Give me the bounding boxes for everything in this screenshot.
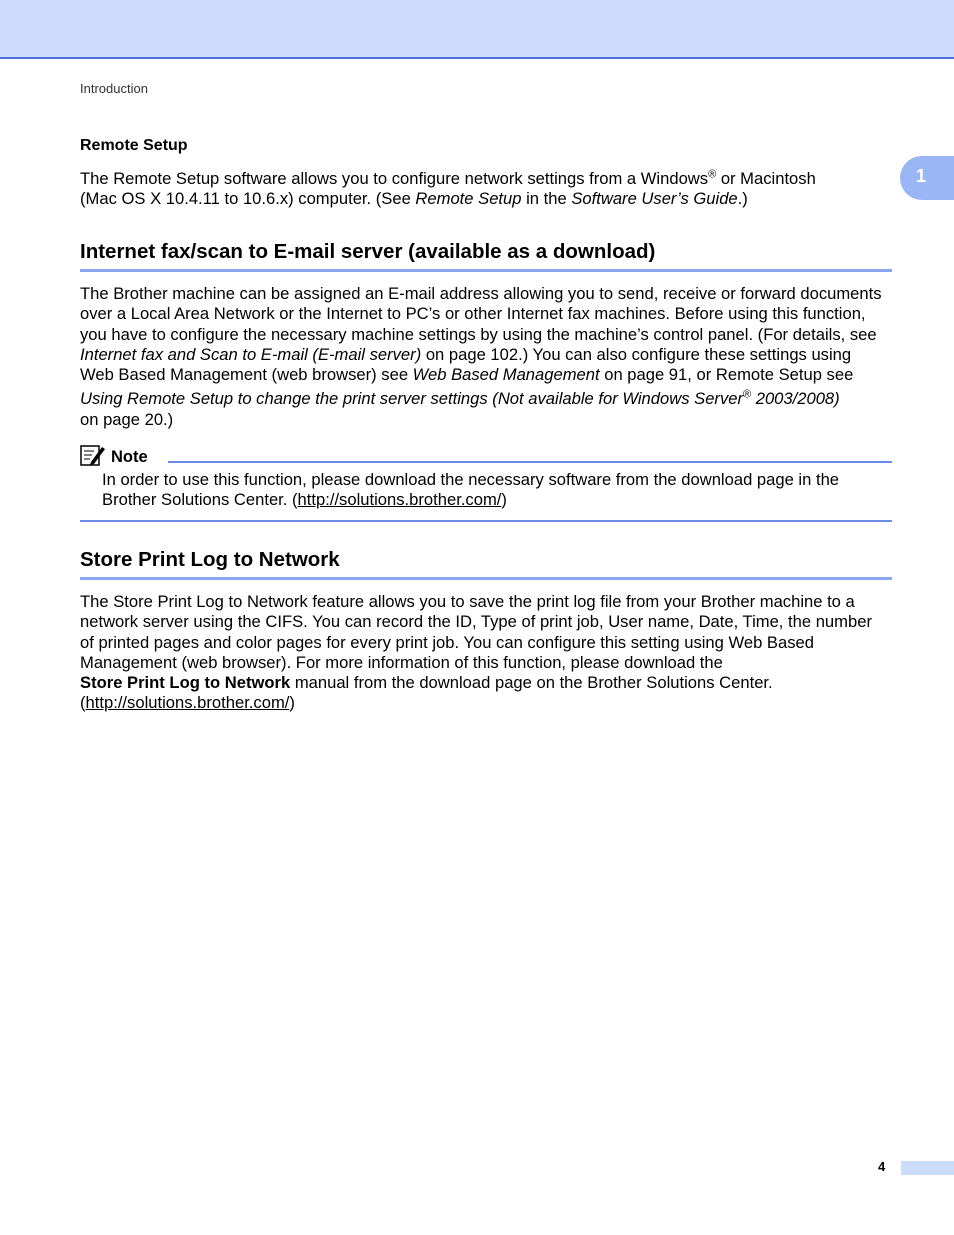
text-line: over a Local Area Network or the Internet to PC’s or other Internet fax machines. Before using this function, — [80, 304, 866, 324]
note-divider — [168, 461, 892, 463]
note-body — [102, 470, 892, 511]
text-line: network server using the CIFS. You can record the ID, Type of print job, User name, Date, Time, the number — [80, 612, 872, 632]
text-run: The Remote Setup software allows you to configure network settings from a Windows — [80, 169, 709, 188]
text-run: ( — [80, 693, 86, 713]
registered-mark: ® — [743, 388, 752, 401]
note-pencil-icon — [80, 443, 106, 467]
top-header-band — [0, 0, 954, 59]
text-line: The Brother machine can be assigned an E-mail address allowing you to send, receive or forward documents — [80, 284, 882, 303]
text-line: you have to configure the necessary machine settings by using the machine’s control panel. (For details, see — [80, 324, 877, 344]
text-run: manual from the download page on the Brother Solutions Center. — [290, 673, 773, 693]
solutions-center-link[interactable]: http://solutions.brother.com/ — [297, 490, 502, 510]
text-run: (Mac OS X 10.4.11 to 10.6.x) computer. (See — [80, 189, 416, 209]
cross-reference[interactable]: Remote Setup — [415, 189, 522, 209]
cross-reference[interactable]: Internet fax and Scan to E-mail (E-mail server) — [80, 344, 422, 364]
page-number: 4 — [878, 1159, 886, 1174]
text-run: Web Based Management (web browser) see — [80, 365, 413, 385]
note-label: Note — [111, 448, 148, 466]
text-line: The Store Print Log to Network feature allows you to save the print log file from your Brother machine to a — [80, 592, 855, 611]
text-run: or Macintosh — [716, 169, 816, 188]
remote-setup-paragraph — [80, 169, 892, 210]
store-log-heading: Store Print Log to Network — [80, 548, 892, 580]
ifax-heading: Internet fax/scan to E-mail server (available as a download) — [80, 240, 892, 272]
running-header: Introduction — [80, 81, 148, 96]
text-run: in the — [521, 189, 572, 209]
cross-reference[interactable]: Using Remote Setup to change the print server settings (Not available for Windows Server — [80, 389, 743, 409]
text-run: ) — [501, 490, 507, 510]
note-bottom-divider — [80, 520, 892, 522]
text-line: Management (web browser). For more information of this function, please download the — [80, 652, 723, 672]
solutions-center-link[interactable]: http://solutions.brother.com/ — [85, 693, 290, 713]
text-run: Brother Solutions Center. ( — [102, 490, 298, 510]
text-line: on page 20.) — [80, 409, 174, 429]
text-line: of printed pages and color pages for every print job. You can configure this setting using Web Based — [80, 632, 814, 652]
manual-name: Store Print Log to Network — [80, 673, 291, 693]
text-line: In order to use this function, please download the necessary software from the download page in the — [102, 470, 840, 489]
text-run: on page 102.) You can also configure these settings using — [421, 344, 852, 364]
text-run: .) — [737, 189, 748, 209]
cross-reference[interactable]: Web Based Management — [412, 365, 600, 385]
footer-bar — [901, 1161, 954, 1175]
ifax-paragraph — [80, 284, 910, 430]
text-run: ) — [289, 693, 295, 713]
chapter-tab — [900, 156, 954, 200]
note-header — [80, 441, 892, 467]
cross-reference[interactable]: Software User’s Guide — [571, 189, 738, 209]
cross-reference[interactable]: 2003/2008) — [751, 389, 840, 409]
registered-mark: ® — [708, 168, 717, 181]
chapter-number: 1 — [916, 166, 927, 186]
text-run: on page 91, or Remote Setup see — [599, 365, 854, 385]
remote-setup-title: Remote Setup — [80, 137, 188, 154]
store-log-paragraph — [80, 592, 910, 714]
